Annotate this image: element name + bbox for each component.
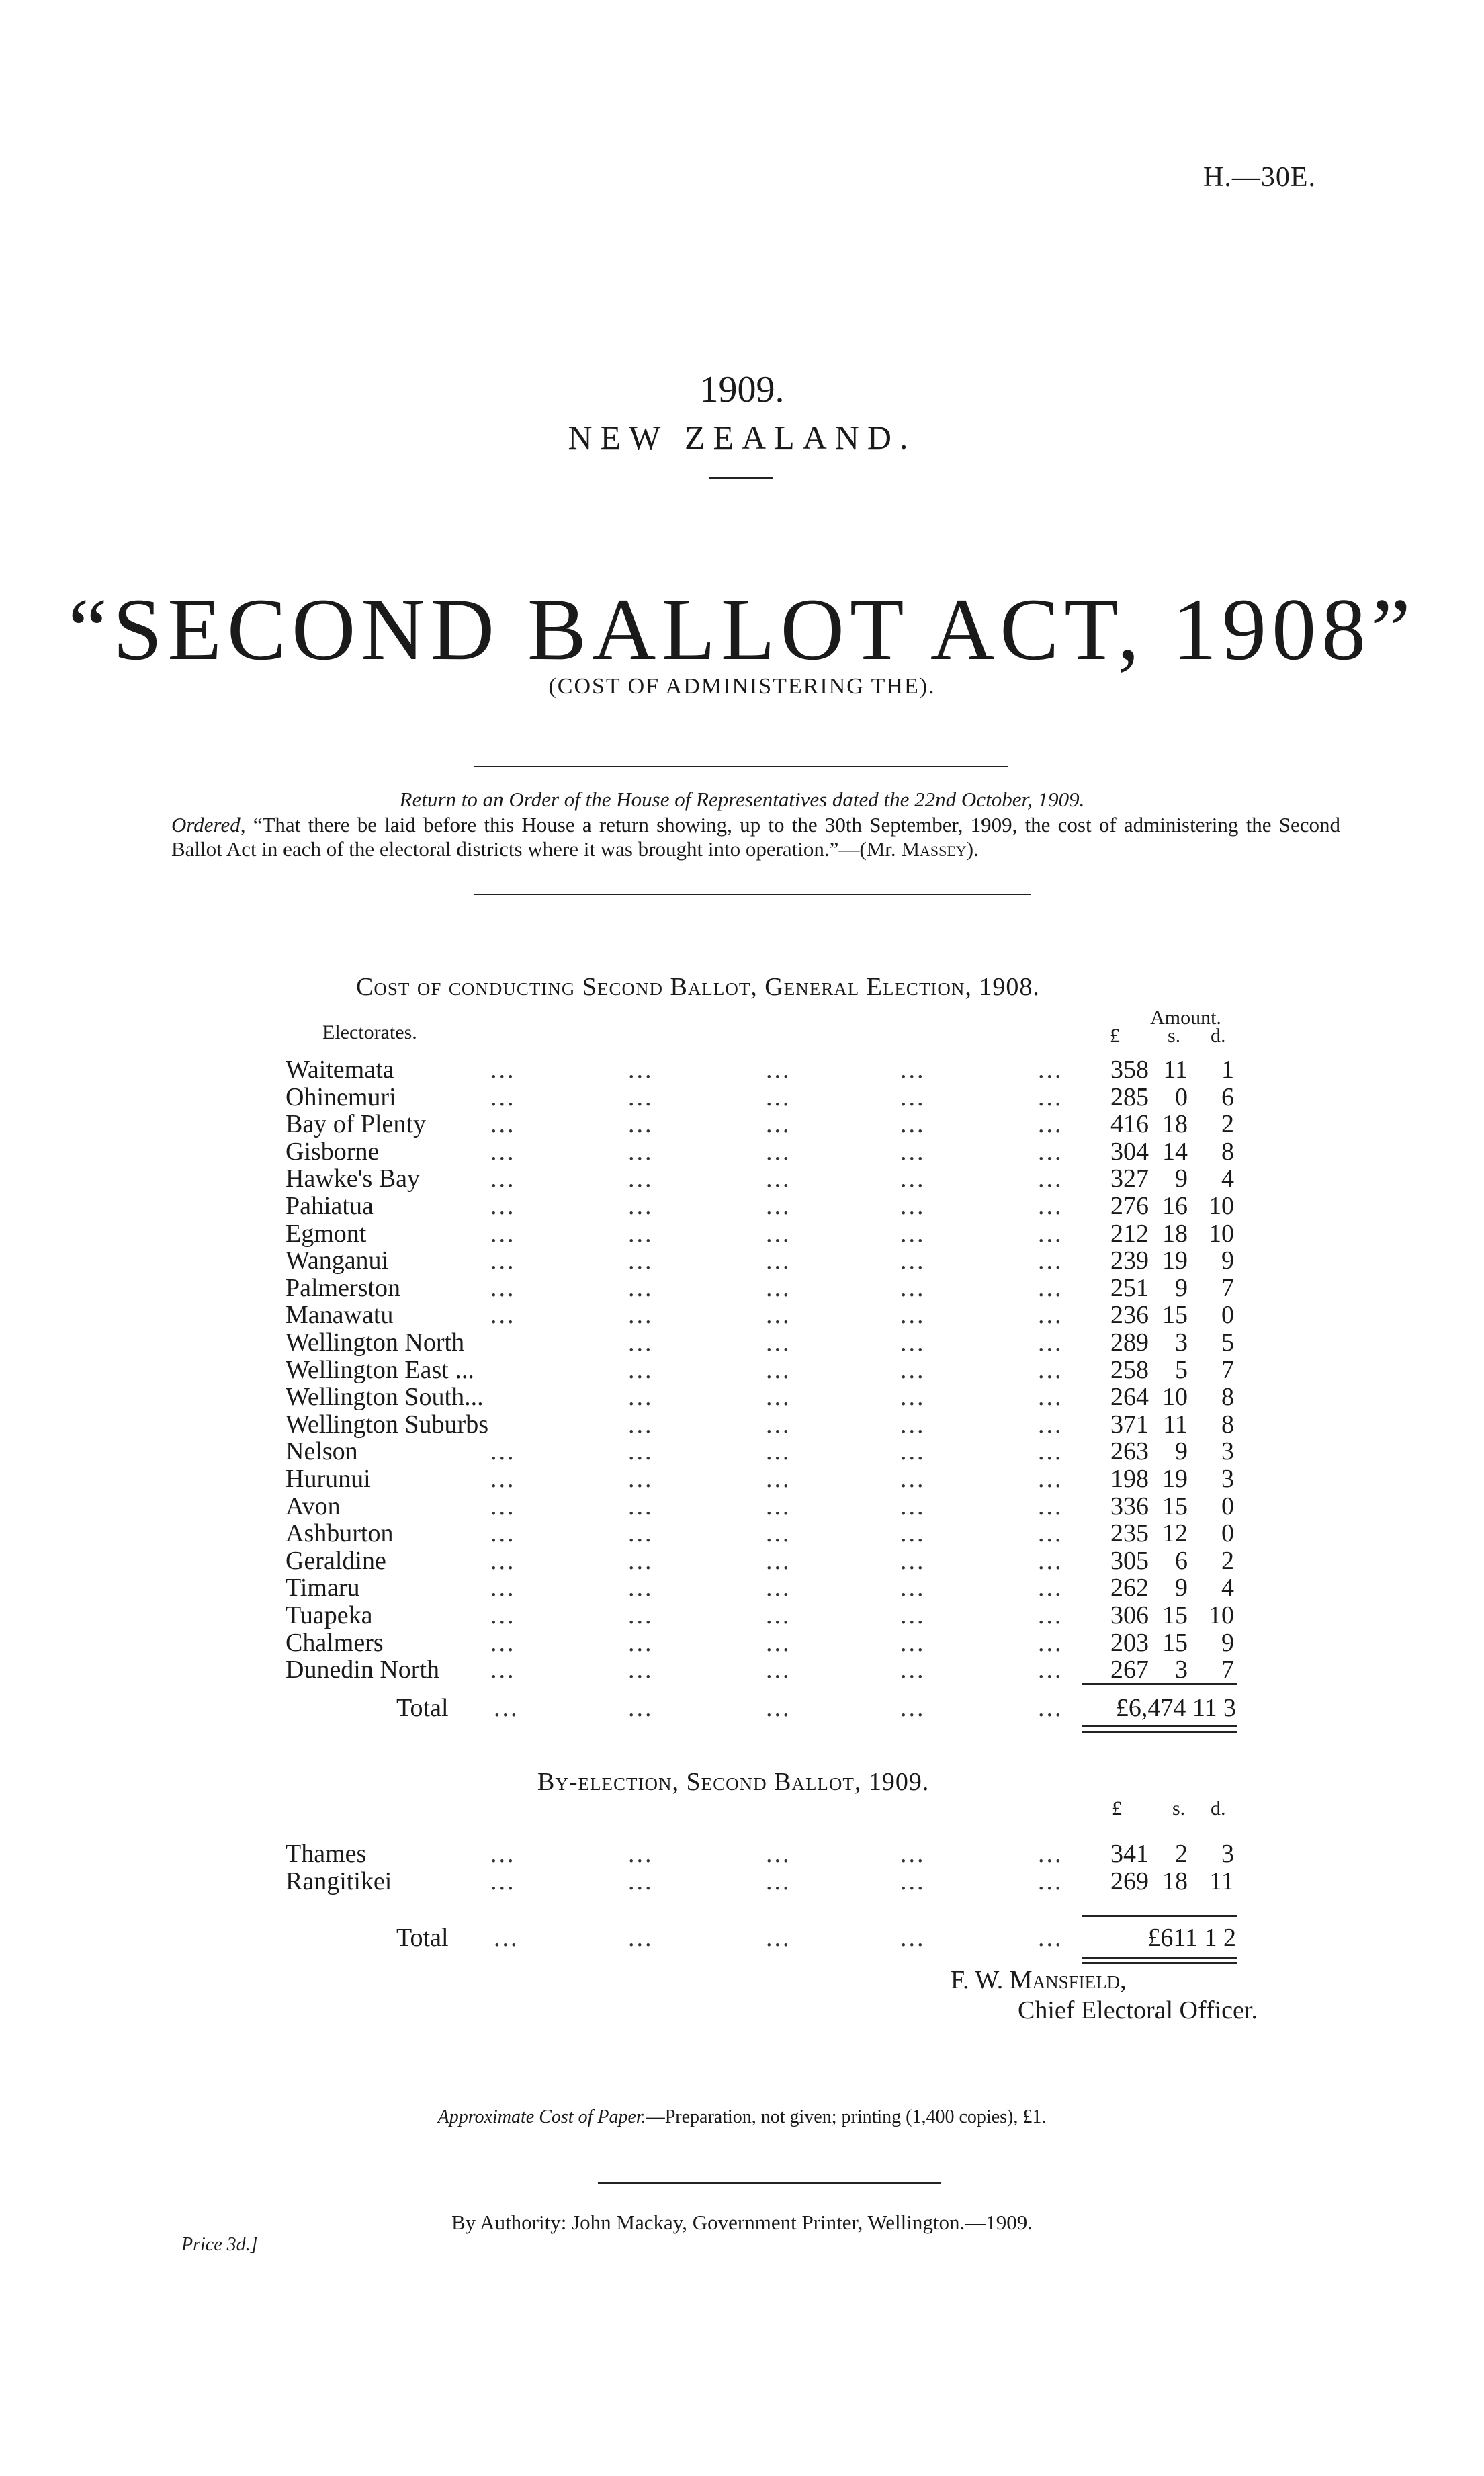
double-rule: [1082, 1957, 1237, 1964]
table-row: Wellington East ... ... ... ... ... 258 5 7: [286, 1355, 1234, 1384]
amount-pounds: 416: [1110, 1110, 1149, 1139]
electorate-name: Chalmers: [286, 1628, 384, 1657]
amount-shillings: 9: [1175, 1164, 1188, 1193]
amount-pounds: 267: [1110, 1656, 1149, 1684]
amount-pence: 10: [1209, 1192, 1234, 1220]
electorate-name: Wanganui: [286, 1246, 389, 1275]
table-row: Chalmers ... ... ... ... ... 203 15 9: [286, 1628, 1234, 1657]
electorate-name: Bay of Plenty: [286, 1110, 426, 1139]
amount-pence: 7: [1221, 1273, 1234, 1302]
amount-pence: 5: [1221, 1328, 1234, 1357]
amount-pence: 11: [1209, 1867, 1234, 1895]
table-row: Avon ... ... ... ... ... 336 15 0: [286, 1492, 1234, 1521]
shillings-label: s.: [1168, 1025, 1181, 1047]
electorate-name: Ashburton: [286, 1519, 394, 1548]
amount-pounds: 198: [1110, 1465, 1149, 1493]
sum-rule: [1082, 1683, 1237, 1685]
double-rule: [1082, 1725, 1237, 1733]
amount-shillings: 18: [1162, 1110, 1188, 1139]
electorates-column-label: Electorates.: [322, 1021, 417, 1043]
table-row: Rangitikei ... ... ... ... ... 269 18 11: [286, 1867, 1234, 1895]
amount-pence: 0: [1221, 1519, 1234, 1548]
amount-pounds: 264: [1110, 1383, 1149, 1412]
amount-pence: 7: [1221, 1355, 1234, 1384]
document-title: “SECOND BALLOT ACT, 1908”: [68, 580, 1416, 679]
amount-pence: 3: [1221, 1437, 1234, 1466]
amount-shillings: 18: [1162, 1867, 1188, 1895]
amount-shillings: 9: [1175, 1574, 1188, 1603]
amount-pence: 1: [1221, 1056, 1234, 1084]
amount-shillings: 18: [1162, 1219, 1188, 1248]
electorate-name: Gisborne: [286, 1137, 380, 1166]
amount-pounds: 203: [1110, 1628, 1149, 1657]
amount-pounds: 235: [1110, 1519, 1149, 1548]
amount-pounds: 327: [1110, 1164, 1149, 1193]
amount-pence: 0: [1221, 1301, 1234, 1330]
table-row: Wellington South... ... ... ... ... 264 10 8: [286, 1383, 1234, 1412]
amount-pence: 6: [1221, 1082, 1234, 1111]
table-row: Wellington North ... ... ... ... 289 3 5: [286, 1328, 1234, 1357]
electorate-name: Wellington South...: [286, 1383, 484, 1412]
electorate-name: Timaru: [286, 1574, 360, 1603]
by-election-heading: By-election, Second Ballot, 1909.: [537, 1768, 930, 1796]
order-end: ).: [966, 837, 979, 861]
amount-pounds: 251: [1110, 1273, 1149, 1302]
amount-pounds: 358: [1110, 1056, 1149, 1084]
amount-pence: 3: [1221, 1465, 1234, 1493]
amount-shillings: 12: [1162, 1519, 1188, 1548]
price-note: Price 3d.]: [181, 2234, 258, 2255]
total-amount: £611 1 2: [1147, 1924, 1236, 1952]
printer-authority: By Authority: John Mackay, Government Printer, Wellington.—1909.: [451, 2211, 1033, 2234]
amount-pounds: 262: [1110, 1574, 1149, 1603]
amount-pounds: 239: [1110, 1246, 1149, 1275]
paper-cost-label: Approximate Cost of Paper.: [437, 2106, 646, 2127]
amount-shillings: 14: [1162, 1137, 1188, 1166]
pounds-label: £: [1110, 1025, 1120, 1047]
amount-pence: 7: [1221, 1656, 1234, 1684]
electorate-name: Wellington Suburbs: [286, 1410, 488, 1439]
amount-shillings: 19: [1162, 1465, 1188, 1493]
amount-shillings: 9: [1175, 1273, 1188, 1302]
paper-cost-text: —Preparation, not given; printing (1,400 copies), £1.: [646, 2106, 1047, 2127]
electorate-name: Wellington North: [286, 1328, 465, 1357]
amount-pence: 9: [1221, 1246, 1234, 1275]
amount-pence: 8: [1221, 1410, 1234, 1439]
table-row: Geraldine ... ... ... ... ... 305 6 2: [286, 1546, 1234, 1575]
table-row: Ashburton ... ... ... ... ... 235 12 0: [286, 1519, 1234, 1548]
electorate-name: Hawke's Bay: [286, 1164, 420, 1193]
amount-shillings: 9: [1175, 1437, 1188, 1466]
electorate-name: Hurunui: [286, 1465, 371, 1493]
total-amount: £6,474 11 3: [1115, 1694, 1236, 1722]
amount-column-label: Amount.: [1150, 1007, 1221, 1029]
electorate-name: Thames: [286, 1840, 367, 1868]
amount-pounds: 269: [1110, 1867, 1149, 1895]
amount-pounds: 306: [1110, 1601, 1149, 1629]
total-label: Total: [396, 1924, 449, 1952]
amount-shillings: 3: [1175, 1656, 1188, 1684]
amount-pence: 0: [1221, 1492, 1234, 1521]
table-row: Hurunui ... ... ... ... ... 198 19 3: [286, 1465, 1234, 1493]
amount-pounds: 276: [1110, 1192, 1149, 1220]
amount-pence: 10: [1209, 1219, 1234, 1248]
shillings-label: s.: [1172, 1797, 1186, 1820]
table-row: Manawatu ... ... ... ... ... 236 15 0: [286, 1301, 1234, 1330]
table-row: Waitemata ... ... ... ... ... 358 11 1: [286, 1056, 1234, 1084]
amount-pounds: 341: [1110, 1840, 1149, 1868]
amount-shillings: 19: [1162, 1246, 1188, 1275]
amount-pence: 8: [1221, 1137, 1234, 1166]
amount-shillings: 11: [1163, 1410, 1188, 1439]
amount-shillings: 15: [1162, 1601, 1188, 1629]
electorate-name: Tuapeka: [286, 1601, 373, 1629]
amount-pence: 3: [1221, 1840, 1234, 1868]
amount-pounds: 263: [1110, 1437, 1149, 1466]
amount-shillings: 15: [1162, 1301, 1188, 1330]
country-heading: NEW ZEALAND.: [568, 419, 916, 456]
table-row: Bay of Plenty ... ... ... ... ... 416 18 2: [286, 1110, 1234, 1139]
amount-pounds: 371: [1110, 1410, 1149, 1439]
general-election-total-row: Total ... ... ... ... ... £6,474 11 3: [396, 1694, 1236, 1722]
electorate-name: Rangitikei: [286, 1867, 392, 1895]
pence-label: d.: [1211, 1797, 1226, 1820]
paper-cost-note: [0, 2106, 1484, 2128]
amount-shillings: 5: [1175, 1355, 1188, 1384]
table-row: Dunedin North ... ... ... ... ... 267 3 7: [286, 1656, 1234, 1684]
amount-pounds: 236: [1110, 1301, 1149, 1330]
by-election-total-row: Total ... ... ... ... ... £611 1 2: [396, 1924, 1236, 1952]
pounds-label: £: [1112, 1797, 1122, 1820]
order-text: “That there be laid before this House a return showing, up to the 30th September, 1909, the cost of administering the Second Ballot Act in each of the electoral districts where it was brought into operation.”—(Mr.: [171, 813, 1340, 861]
amount-pence: 9: [1221, 1628, 1234, 1657]
table-row: Palmerston ... ... ... ... ... 251 9 7: [286, 1273, 1234, 1302]
electorate-name: Manawatu: [286, 1301, 394, 1330]
member-name: Massey: [901, 837, 967, 861]
electorate-name: Dunedin North: [286, 1656, 440, 1684]
electorate-name: Egmont: [286, 1219, 367, 1248]
return-order-line: Return to an Order of the House of Representatives dated the 22nd October, 1909.: [399, 787, 1085, 811]
electorate-name: Pahiatua: [286, 1192, 374, 1220]
pence-label: d.: [1211, 1025, 1226, 1047]
table-row: Ohinemuri ... ... ... ... ... 285 0 6: [286, 1082, 1234, 1111]
amount-shillings: 2: [1175, 1840, 1188, 1868]
amount-shillings: 15: [1162, 1492, 1188, 1521]
table-row: Thames ... ... ... ... ... 341 2 3: [286, 1840, 1234, 1868]
amount-shillings: 0: [1175, 1082, 1188, 1111]
general-election-heading: Cost of conducting Second Ballot, General Election, 1908.: [356, 973, 1040, 1001]
electorate-name: Ohinemuri: [286, 1082, 396, 1111]
total-label: Total: [396, 1694, 449, 1722]
sum-rule: [1082, 1915, 1237, 1917]
table-row: Tuapeka ... ... ... ... ... 306 15 10: [286, 1601, 1234, 1629]
amount-pounds: 304: [1110, 1137, 1149, 1166]
paper-reference: H.—30E.: [1203, 162, 1316, 193]
amount-shillings: 11: [1163, 1056, 1188, 1084]
amount-pounds: 258: [1110, 1355, 1149, 1384]
table-row: Hawke's Bay ... ... ... ... ... 327 9 4: [286, 1164, 1234, 1193]
amount-pence: 2: [1221, 1546, 1234, 1575]
amount-pence: 8: [1221, 1383, 1234, 1412]
amount-shillings: 3: [1175, 1328, 1188, 1357]
electorate-name: Wellington East ...: [286, 1355, 474, 1384]
order-paragraph: [171, 813, 1340, 861]
table-row: Wanganui ... ... ... ... ... 239 19 9: [286, 1246, 1234, 1275]
amount-pounds: 212: [1110, 1219, 1149, 1248]
ordered-label: Ordered,: [171, 813, 246, 837]
divider: [474, 894, 1031, 895]
amount-pence: 4: [1221, 1164, 1234, 1193]
table-row: Egmont ... ... ... ... ... 212 18 10: [286, 1219, 1234, 1248]
table-row: Nelson ... ... ... ... ... 263 9 3: [286, 1437, 1234, 1466]
divider: [474, 766, 1008, 767]
table-row: Timaru ... ... ... ... ... 262 9 4: [286, 1574, 1234, 1603]
amount-shillings: 10: [1162, 1383, 1188, 1412]
signatory-title: Chief Electoral Officer.: [1018, 1996, 1258, 2024]
table-row: Gisborne ... ... ... ... ... 304 14 8: [286, 1137, 1234, 1166]
signatory-name: F. W. Mansfield,: [951, 1966, 1127, 1994]
amount-shillings: 6: [1175, 1546, 1188, 1575]
electorate-name: Avon: [286, 1492, 341, 1521]
table-row: Pahiatua ... ... ... ... ... 276 16 10: [286, 1192, 1234, 1220]
amount-pence: 4: [1221, 1574, 1234, 1603]
amount-pence: 10: [1209, 1601, 1234, 1629]
table-row: Wellington Suburbs ... ... ... ... 371 11 8: [286, 1410, 1234, 1439]
amount-shillings: 16: [1162, 1192, 1188, 1220]
divider: [598, 2182, 941, 2184]
electorate-name: Palmerston: [286, 1273, 400, 1302]
publication-year: 1909.: [699, 369, 785, 411]
amount-pence: 2: [1221, 1110, 1234, 1139]
amount-pounds: 285: [1110, 1082, 1149, 1111]
divider: [709, 477, 773, 479]
electorate-name: Geraldine: [286, 1546, 386, 1575]
amount-pounds: 289: [1110, 1328, 1149, 1357]
amount-pounds: 336: [1110, 1492, 1149, 1521]
electorate-name: Waitemata: [286, 1056, 394, 1084]
amount-shillings: 15: [1162, 1628, 1188, 1657]
document-subtitle: (COST OF ADMINISTERING THE).: [548, 674, 936, 699]
amount-pounds: 305: [1110, 1546, 1149, 1575]
electorate-name: Nelson: [286, 1437, 358, 1466]
